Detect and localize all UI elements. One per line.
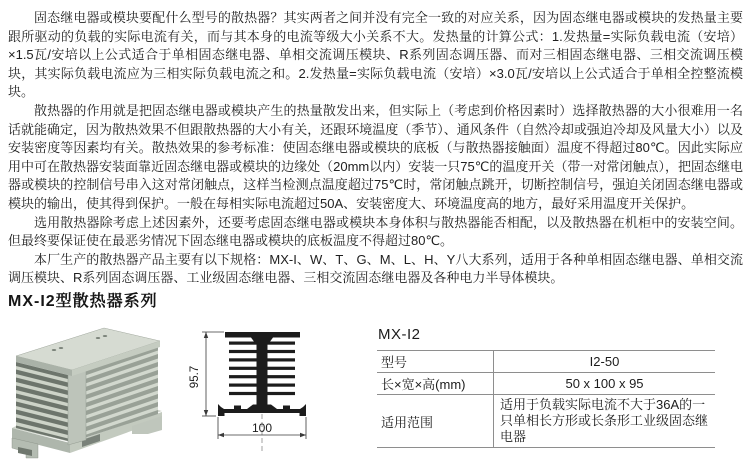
spec-table-title: MX-I2: [378, 326, 421, 343]
spec-label-model: 型号: [377, 351, 494, 373]
spec-row-dimensions: [377, 373, 715, 395]
intro-text: [8, 9, 743, 288]
spec-table: [377, 350, 715, 448]
heatsink-profile: [218, 332, 306, 416]
spec-row-model: [377, 351, 715, 373]
paragraph-heatsink-function: 散热器的作用就是把固态继电器或模块产生的热量散发出来，但实际上（考虑到价格因素时）选择散热器的大小很难用一名话就能确定，因为散热效果不但跟散热器的大小有关，还跟环境温度（季节）、通风条件（自然冷却或强迫冷却及风量大小）以及安装密度等因素均有关。散热效果的参考标准：使固态继电器或模块的底板（与散热器接触面）温度不得超过80℃。因此实际应用中可在散热器安装面靠近固态继电器或模块的边缘处（20mm以内）安装一只75℃的温度开关（带一对常闭触点），把固态继电器或模块的控制信号串入这对常闭触点，这样当检测点温度超过75℃时，常闭触点跳开，切断控制信号，强迫关闭固态继电器或模块的输出，使其得到保护。一般在每相实际电流超过50A、安装密度大、环境温度高的地方，最好采用温度开关保护。: [8, 102, 743, 211]
height-dimension-lines: [202, 332, 224, 416]
section-heading: MX-I2型散热器系列: [8, 293, 158, 310]
height-dimension-label: 95.7: [189, 365, 201, 389]
paragraph-selection-notes: 选用散热器除考虑上述因素外，还要考虑固态继电器或模块本身体积与散热器能否相配，以及散热器在机柜中的安装空间。但最终要保证使在最恶劣情况下固态继电器或模块的底板温度不得超过80℃。: [8, 214, 743, 249]
spec-row-application: [377, 395, 715, 448]
width-dimension-label: 100: [251, 421, 273, 435]
heatsink-drawing: [189, 322, 315, 459]
heatsink-photo: [8, 316, 170, 462]
spec-value-application: 适用于负载实际电流不大于36A的一只单相长方形或长条形工业级固态继电器: [494, 395, 716, 448]
paragraph-heat-formula: 固态继电器或模块要配什么型号的散热器？其实两者之间并没有完全一致的对应关系，因为固态继电器或模块的发热量主要跟所驱动的负载的实际电流有关，而与其本身的电流等级大小关系不大。发热量的计算公式：1.发热量=实际负载电流（安培）×1.5瓦/安培以上公式适合于单相固态继电器、单相交流调压模块、R系列固态调压器、而对三相固态继电器、三相交流调压模块，其实际负载电流应为三相实际负载电流之和。2.发热量=实际负载电流（安培）×3.0瓦/安培以上公式适合于单相全控整流模块。: [8, 10, 743, 100]
paragraph-product-series: 本厂生产的散热器产品主要有以下规格：MX-I、W、T、G、M、L、H、Y八大系列，适用于各种单相固态继电器、单相交流调压模块、R系列固态调压器、工业级固态继电器、三相交流固态继电器及各种电力半导体模块。: [8, 251, 743, 286]
spec-section: [377, 326, 717, 448]
spec-label-application: 适用范围: [377, 395, 494, 448]
heatsink-center-web: [68, 367, 86, 445]
spec-label-dimensions: 长×宽×高(mm): [377, 373, 494, 395]
spec-value-dimensions: 50 x 100 x 95: [494, 373, 716, 395]
spec-value-model: I2-50: [494, 351, 716, 373]
